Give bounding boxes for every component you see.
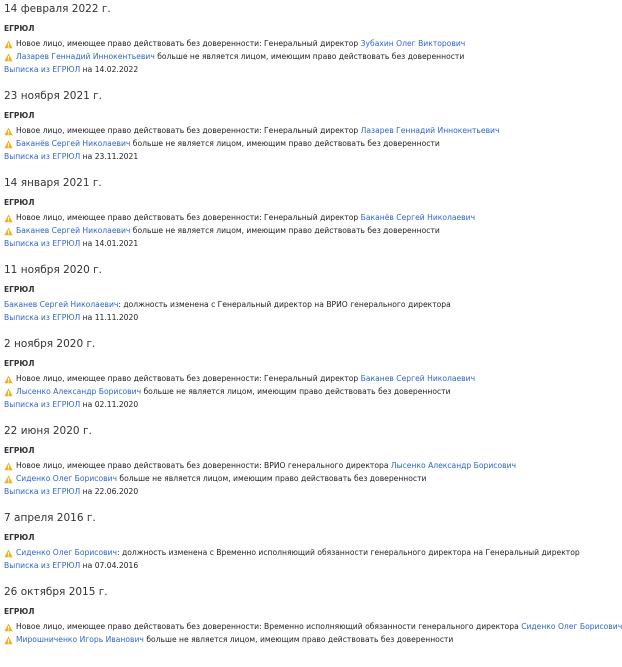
warning-triangle-icon	[4, 53, 13, 62]
warning-triangle-icon	[4, 227, 13, 236]
extract-date: на 14.01.2021	[80, 239, 139, 248]
event-row	[4, 126, 598, 136]
extract-link[interactable]: Выписка из ЕГРЮЛ	[4, 65, 81, 74]
event-text	[16, 548, 580, 558]
entry-date: 23 ноября 2021 г.	[4, 90, 103, 102]
feed-entry	[4, 335, 598, 422]
entry-gap	[4, 497, 598, 509]
feed-entry	[4, 261, 598, 335]
person-link[interactable]: Лысенко Александр Борисович	[16, 387, 142, 396]
entry-events	[4, 548, 598, 558]
entry-date: 7 апреля 2016 г.	[4, 512, 96, 524]
feed-entry	[4, 0, 598, 87]
extract-date: на 14.02.2022	[80, 65, 139, 74]
event-text	[16, 461, 516, 471]
extract-row	[4, 487, 598, 497]
entry-date: 22 июня 2020 г.	[4, 425, 92, 437]
warning-triangle-icon	[4, 549, 13, 558]
entry-date: 2 ноября 2020 г.	[4, 338, 96, 350]
person-link[interactable]: Мирошниченко Игорь Иванович	[16, 635, 144, 644]
event-text	[16, 374, 475, 384]
extract-row	[4, 65, 598, 75]
event-row	[4, 39, 598, 49]
warning-triangle-icon	[4, 127, 13, 136]
event-row	[4, 52, 598, 62]
feed-entry	[4, 583, 622, 660]
warning-triangle-icon	[4, 388, 13, 397]
extract-row	[4, 400, 598, 410]
warning-triangle-icon	[4, 40, 13, 49]
event-description-tail: больше не является лицом, имеющим право действовать без доверенности	[130, 226, 440, 235]
entry-gap	[4, 75, 598, 87]
event-description: Новое лицо, имеющее право действовать без доверенности: ВРИО генерального директора	[16, 461, 391, 470]
event-text	[16, 39, 465, 49]
event-row	[4, 622, 622, 632]
event-text	[16, 213, 475, 223]
entry-source: ЕГРЮЛ	[4, 285, 35, 294]
extract-link[interactable]: Выписка из ЕГРЮЛ	[4, 487, 81, 496]
entry-events	[4, 39, 598, 62]
warning-triangle-icon	[4, 462, 13, 471]
extract-date: на 22.06.2020	[80, 487, 139, 496]
warning-triangle-icon	[4, 375, 13, 384]
event-description-tail: больше не является лицом, имеющим право действовать без доверенности	[141, 387, 451, 396]
event-text	[16, 52, 464, 62]
entry-date: 26 октября 2015 г.	[4, 586, 108, 598]
event-description-tail: больше не является лицом, имеющим право действовать без доверенности	[154, 52, 465, 61]
extract-date: на 07.04.2016	[80, 561, 139, 570]
person-link[interactable]: Сиденко Олег Борисович	[521, 622, 622, 631]
extract-row	[4, 313, 598, 323]
event-description-tail: больше не является лицом, имеющим право действовать без доверенности	[130, 139, 440, 148]
extract-row	[4, 152, 598, 162]
warning-triangle-icon	[4, 475, 13, 484]
person-link[interactable]: Баканёв Сергей Николаевич	[16, 139, 131, 148]
entry-source: ЕГРЮЛ	[4, 359, 35, 368]
feed-entry	[4, 174, 598, 261]
person-link[interactable]: Баканев Сергей Николаевич	[360, 374, 476, 383]
entry-events	[4, 374, 598, 397]
extract-date: на 11.11.2020	[80, 313, 139, 322]
event-description-tail: больше не является лицом, имеющим право действовать без доверенности	[143, 635, 454, 644]
extract-date: на 23.11.2021	[80, 152, 139, 161]
event-row	[4, 213, 598, 223]
event-row	[4, 300, 598, 310]
event-text	[16, 474, 426, 484]
entry-gap	[4, 648, 598, 660]
extract-link[interactable]: Выписка из ЕГРЮЛ	[4, 400, 81, 409]
entry-gap	[4, 410, 598, 422]
event-row	[4, 474, 598, 484]
entry-source: ЕГРЮЛ	[4, 607, 35, 616]
extract-date: на 02.11.2020	[80, 400, 139, 409]
entry-events	[4, 126, 598, 149]
entry-date: 14 февраля 2022 г.	[4, 3, 111, 15]
event-row	[4, 548, 598, 558]
extract-link[interactable]: Выписка из ЕГРЮЛ	[4, 239, 81, 248]
event-row	[4, 226, 598, 236]
extract-row	[4, 239, 598, 249]
entry-source: ЕГРЮЛ	[4, 533, 35, 542]
person-link[interactable]: Баканёв Сергей Николаевич	[360, 213, 476, 222]
event-description: Новое лицо, имеющее право действовать без доверенности: Генеральный директор	[16, 213, 361, 222]
entry-source: ЕГРЮЛ	[4, 198, 35, 207]
extract-link[interactable]: Выписка из ЕГРЮЛ	[4, 561, 81, 570]
event-description-tail: : должность изменена с Генеральный директор на ВРИО генерального директора	[118, 300, 451, 309]
event-description: Новое лицо, имеющее право действовать без доверенности: Генеральный директор	[16, 374, 361, 383]
entry-events	[4, 213, 598, 236]
person-link[interactable]: Лазарев Геннадий Иннокентьевич	[16, 52, 155, 61]
event-text	[16, 387, 451, 397]
person-link[interactable]: Лазарев Геннадий Иннокентьевич	[360, 126, 500, 135]
entry-source: ЕГРЮЛ	[4, 446, 35, 455]
event-text	[16, 139, 440, 149]
extract-row	[4, 561, 598, 571]
event-row	[4, 387, 598, 397]
event-description-tail: больше не является лицом, имеющим право действовать без доверенности	[117, 474, 427, 483]
event-row	[4, 139, 598, 149]
entry-source: ЕГРЮЛ	[4, 111, 35, 120]
entry-events	[4, 461, 598, 484]
person-link[interactable]: Баканев Сергей Николаевич	[4, 300, 119, 309]
event-description: Новое лицо, имеющее право действовать без доверенности: Генеральный директор	[16, 39, 361, 48]
event-text	[4, 300, 451, 310]
event-description-tail: : должность изменена с Временно исполняющий обязанности генерального директора на Генеральный директор	[117, 548, 580, 557]
event-text	[16, 635, 453, 645]
warning-triangle-icon	[4, 636, 13, 645]
entry-source: ЕГРЮЛ	[4, 24, 35, 33]
entry-date: 14 января 2021 г.	[4, 177, 102, 189]
warning-triangle-icon	[4, 140, 13, 149]
entry-gap	[4, 249, 598, 261]
feed-entry	[4, 422, 598, 509]
person-link[interactable]: Зубахин Олег Викторович	[360, 39, 466, 48]
entry-events	[4, 300, 598, 310]
entry-gap	[4, 571, 598, 583]
event-row	[4, 461, 598, 471]
warning-triangle-icon	[4, 623, 13, 632]
event-row	[4, 374, 598, 384]
event-text	[16, 226, 440, 236]
event-row	[4, 635, 598, 645]
entry-gap	[4, 323, 598, 335]
person-link[interactable]: Лысенко Александр Борисович	[390, 461, 516, 470]
entry-events	[4, 622, 622, 645]
event-description: Новое лицо, имеющее право действовать без доверенности: Генеральный директор	[16, 126, 361, 135]
person-link[interactable]: Сиденко Олег Борисович	[16, 548, 118, 557]
event-description: Новое лицо, имеющее право действовать без доверенности: Временно исполняющий обязанности генерального директора	[16, 622, 522, 631]
extract-link[interactable]: Выписка из ЕГРЮЛ	[4, 152, 81, 161]
person-link[interactable]: Баканев Сергей Николаевич	[16, 226, 131, 235]
feed-entry	[4, 87, 598, 174]
entry-gap	[4, 162, 598, 174]
entry-date: 11 ноября 2020 г.	[4, 264, 103, 276]
person-link[interactable]: Сиденко Олег Борисович	[16, 474, 118, 483]
feed-entry	[4, 509, 598, 583]
event-text	[16, 126, 499, 136]
event-text	[16, 622, 622, 632]
warning-triangle-icon	[4, 214, 13, 223]
extract-link[interactable]: Выписка из ЕГРЮЛ	[4, 313, 81, 322]
